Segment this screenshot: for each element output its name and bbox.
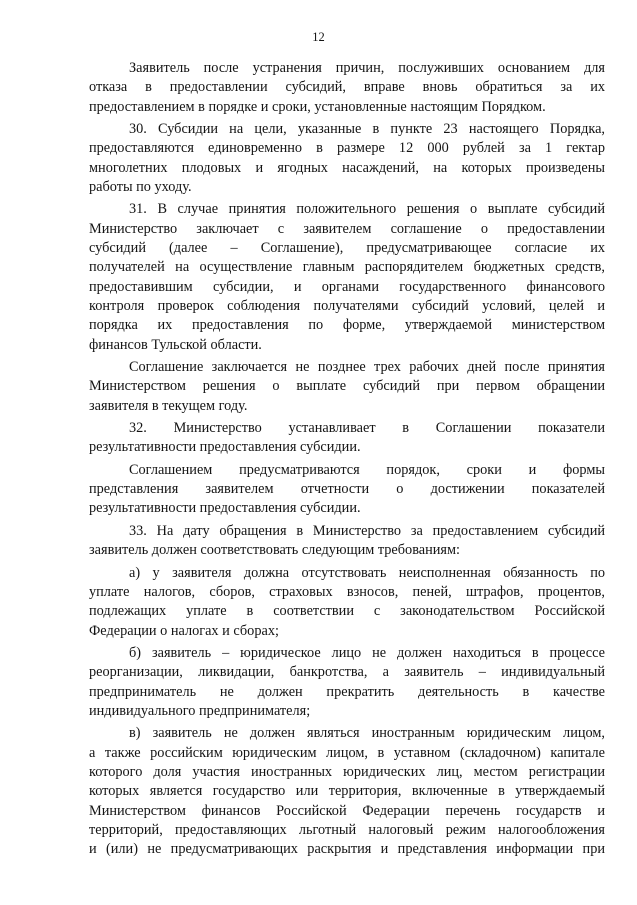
document-body	[89, 59, 605, 863]
text-line: отказа в предоставлении субсидий, вправе вновь обратиться за их	[89, 79, 605, 96]
paragraph	[89, 724, 605, 859]
text-line: Соглашением предусматриваются порядок, сроки и формы	[129, 461, 605, 478]
text-line: уплате налогов, сборов, страховых взносов, пеней, штрафов, процентов,	[89, 584, 605, 601]
text-line: предоставлением в порядке и сроки, установленные настоящим Порядком.	[89, 98, 546, 115]
text-line: предприниматель не должен прекратить деятельность в качестве	[89, 683, 605, 700]
paragraph	[89, 564, 605, 641]
text-line: Соглашение заключается не позднее трех рабочих дней после принятия	[129, 359, 605, 376]
text-line: контроля проверок соблюдения получателями субсидий условий, целей и	[89, 297, 605, 314]
paragraph	[89, 59, 605, 117]
text-line: 33. На дату обращения в Министерство за предоставлением субсидий	[129, 522, 605, 539]
text-line: которых является государство или территория, включенные в утверждаемый	[89, 783, 605, 800]
text-line: а) у заявителя должна отсутствовать неисполненная обязанность по	[129, 564, 605, 581]
paragraph	[89, 461, 605, 519]
paragraph	[89, 419, 605, 458]
text-line: а также российским юридическим лицом, в уставном (складочном) капитале	[89, 744, 605, 761]
text-line: результативности предоставления субсидии.	[89, 500, 361, 517]
text-line: результативности предоставления субсидии.	[89, 439, 361, 456]
text-line: подлежащих уплате в соответствии с законодательством Российской	[89, 603, 605, 620]
text-line: и (или) не предусматривающих раскрытия и представления информации при	[89, 841, 605, 858]
paragraph	[89, 358, 605, 416]
text-line: получателей на осуществление главным распорядителем бюджетных средств,	[89, 259, 605, 276]
text-line: 32. Министерство устанавливает в Соглашении показатели	[129, 420, 605, 437]
text-line: реорганизации, ликвидации, банкротства, а заявитель – индивидуальный	[89, 664, 605, 681]
text-line: представления заявителем отчетности о достижении показателей	[89, 481, 605, 498]
text-line: Федерации о налогах и сборах;	[89, 622, 279, 639]
text-line: в) заявитель не должен являться иностранным юридическим лицом,	[129, 725, 605, 742]
paragraph	[89, 120, 605, 197]
text-line: работы по уходу.	[89, 178, 192, 195]
page-number: 12	[312, 30, 325, 44]
paragraph	[89, 200, 605, 354]
text-line: Министерство заключает с заявителем соглашение о предоставлении	[89, 220, 605, 237]
text-line: территорий, предоставляющих льготный налоговый режим налогообложения	[89, 821, 605, 838]
text-line: порядка их предоставления по форме, утверждаемой министерством	[89, 317, 605, 334]
text-line: предоставляются единовременно в размере 12 000 рублей за 1 гектар	[89, 140, 605, 157]
text-line: индивидуального предпринимателя;	[89, 703, 311, 719]
text-line: которого доля участия иностранных юридических лиц, местом регистрации	[89, 764, 605, 781]
text-line: б) заявитель – юридическое лицо не должен находиться в процессе	[129, 645, 605, 662]
text-line: Министерством финансов Российской Федерации перечень государств и	[89, 802, 605, 819]
text-line: заявителя в текущем году.	[89, 397, 248, 414]
text-line: субсидий (далее – Соглашение), предусматривающее согласие их	[89, 240, 605, 257]
paragraph	[89, 522, 605, 561]
text-line: предоставившим субсидии, и органами государственного финансового	[89, 278, 605, 295]
text-line: Заявитель после устранения причин, послуживших основанием для	[129, 60, 605, 76]
paragraph	[89, 644, 605, 721]
text-line: Министерством решения о выплате субсидий при первом обращении	[89, 378, 605, 395]
text-line: 30. Субсидии на цели, указанные в пункте 23 настоящего Порядка,	[129, 121, 605, 138]
text-line: 31. В случае принятия положительного решения о выплате субсидий	[129, 201, 605, 218]
text-line: финансов Тульской области.	[89, 336, 262, 353]
text-line: заявитель должен соответствовать следующим требованиям:	[89, 542, 460, 559]
text-line: многолетних плодовых и ягодных насаждений, на которых произведены	[89, 159, 605, 176]
